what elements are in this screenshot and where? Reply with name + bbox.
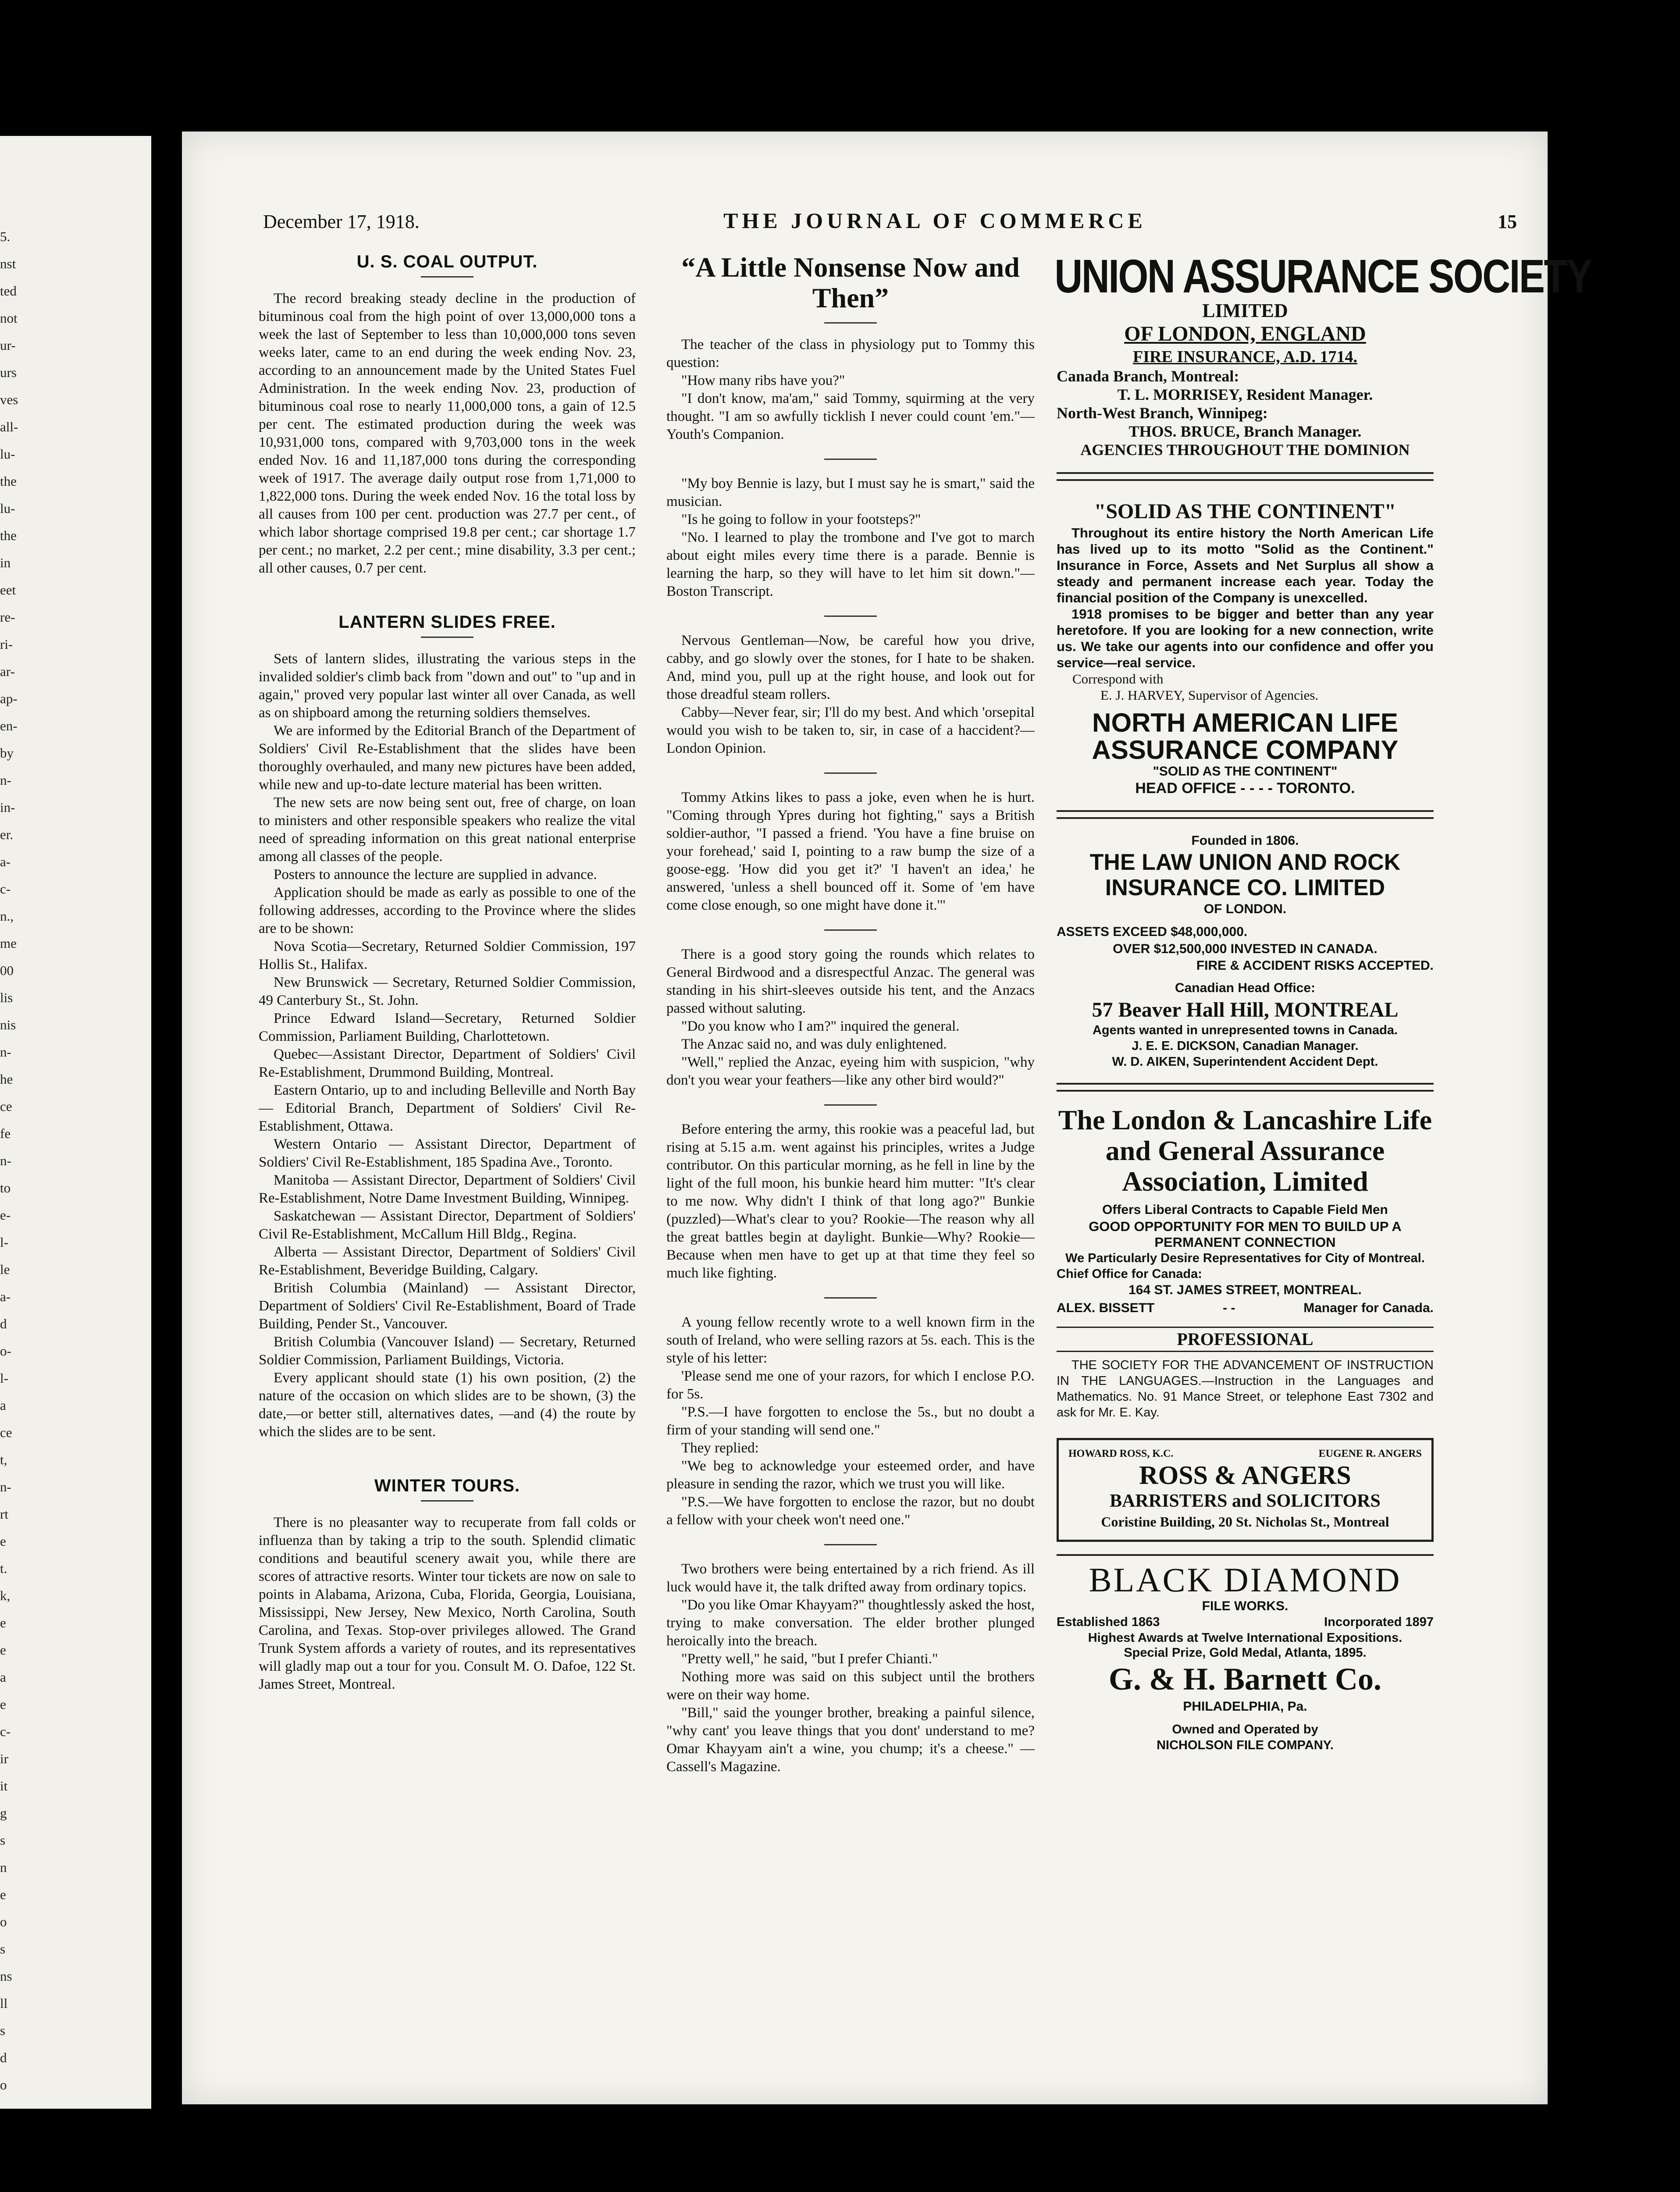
story-paragraph: The teacher of the class in physiology put to Tommy this question: [666, 337, 1035, 370]
adjacent-page-fragment: d [0, 1316, 7, 1331]
article-body [259, 650, 636, 1441]
article-body: The record breaking steady decline in the production of bituminous coal from the high point of over 13,000,000 tons a week the last of September to less than 10,000,000 tons seven weeks later, came to an end during the week ending Nov. 23, according to an announcement made by the United States Fuel Administration. In the week ending Nov. 23, production of bituminous coal rose to nearly 11,000,000 tons, a gain of 12.5 per cent. The estimated production during the week was 10,931,000 tons, compared with 9,703,000 tons in the week ended Nov. 16 and 11,187,000 tons during the corresponding week of 1917. The average daily output rose from 1,71,000 to 1,822,000 tons. During the week ended Nov. 16 the total loss by all causes from 100 per cent. production was 27.7 per cent., of which labor shortage comprised 19.8 per cent.; car shortage 1.7 per cent.; no market, 2.2 per cent.; mine disability, 3.3 per cent.; all other causes, 0.7 per cent. [259, 291, 636, 576]
ad-line: OF LONDON. [1203, 902, 1287, 916]
paragraph: Every applicant should state (1) his own position, (2) the nature of the occasion on which slides are to be shown, (3) the date,—or better still, alternatives dates, —and (4) the route by which the slides are to be sent. [259, 1370, 636, 1440]
ad-line: North-West Branch, Winnipeg: [1057, 404, 1268, 422]
ad-line: Correspond with [1072, 671, 1164, 687]
ad-company-name: UNION ASSURANCE SOCIETY [1054, 249, 1591, 302]
adjacent-page-fragment: lu- [0, 501, 15, 516]
humor-story [666, 1121, 1035, 1282]
paragraph: British Columbia (Vancouver Island) — Secretary, Returned Soldier Commission, Parliament Buildings, Victoria. [259, 1334, 636, 1368]
journal-title: THE JOURNAL OF COMMERCE [723, 208, 1146, 233]
ad-line: AGENCIES THROUGHOUT THE DOMINION [1080, 441, 1410, 459]
story-paragraph: "We beg to acknowledge your esteemed order, and have pleasure in sending the razor, which we trust you will like. [666, 1458, 1035, 1492]
adjacent-page-fragment: a- [0, 1289, 11, 1304]
story-paragraph: "Do you like Omar Khayyam?" thoughtlessly asked the host, trying to make conversation. The elder brother plunged heroically into the breach. [666, 1597, 1035, 1649]
adjacent-page-fragment: fe [0, 1126, 11, 1141]
adjacent-page-fragment: o [0, 1914, 7, 1929]
page-number: 15 [1498, 211, 1517, 232]
ad-line: HOWARD ROSS, K.C. [1068, 1448, 1174, 1459]
adjacent-page-fragment: s [0, 1941, 6, 1957]
adjacent-page-fragment: lis [0, 990, 13, 1005]
adjacent-page-fragment: t. [0, 1561, 7, 1576]
story-paragraph: "Is he going to follow in your footsteps?" [681, 512, 921, 527]
adjacent-page-fragment: c- [0, 881, 11, 897]
paragraph: The new sets are now being sent out, free of charge, on loan to ministers and other responsible speakers who realize the vital need of spreading information on this great national enterprise among all classes of the people. [259, 795, 636, 865]
adjacent-page-fragment: re- [0, 609, 15, 625]
story-separator [824, 1104, 877, 1106]
adjacent-page-fragment: n- [0, 1153, 11, 1168]
ad-body: 1918 promises to be bigger and better than any year heretofore. If you are looking for a new connection, write us. We take our agents into our confidence and offer you service—real service. [1057, 606, 1434, 670]
ad-address: Coristine Building, 20 St. Nicholas St., Montreal [1101, 1514, 1389, 1530]
adjacent-page-fragment: ll [0, 1996, 8, 2011]
ad-company-name: BLACK DIAMOND [1089, 1561, 1402, 1599]
ad-headline: "SOLID AS THE CONTINENT" [1094, 500, 1396, 523]
ad-company-name: G. & H. Barnett Co. [1109, 1662, 1381, 1697]
newspaper-page [182, 132, 1591, 2104]
adjacent-page-fragment: c- [0, 1724, 11, 1739]
issue-date: December 17, 1918. [263, 211, 420, 232]
humor-column-title: “A Little Nonsense Now and Then” [681, 252, 1020, 313]
paragraph: We are informed by the Editorial Branch of the Department of Soldiers' Civil Re-Establishment that the slides have been thoroughly overhauled, and many new pictures have been added, while new and up-to-date lecture material has been written. [259, 723, 636, 793]
story-separator [824, 1544, 877, 1545]
ad-line: T. L. MORRISEY, Resident Manager. [1117, 386, 1373, 403]
story-paragraph: Tommy Atkins likes to pass a joke, even when he is hurt. "Coming through Ypres during hot fighting," says a British soldier-author, "I passed a friend. 'You have a fine bruise on your forehead,' said I, pointing to a raw bump the size of a goose-egg. 'How did you get it?' 'I haven't an idea,' he answered, 'unless a shell bounced off it. Some of 'em have come close enough, so one might have done it.'" [666, 790, 1035, 913]
column-2 [666, 252, 1035, 1776]
adjacent-page-fragment: n [0, 1860, 7, 1875]
ad-line: E. J. HARVEY, Supervisor of Agencies. [1100, 687, 1319, 703]
paragraph: Application should be made as early as possible to one of the following addresses, according to the Province where the slides are to be shown: [259, 885, 636, 936]
adjacent-page-fragment: the [0, 528, 17, 543]
adjacent-page-fragment: a [0, 1398, 6, 1413]
adjacent-page-fragment: to [0, 1180, 11, 1196]
story-paragraph: "Do you know who I am?" inquired the general. [681, 1018, 960, 1034]
humor-story [666, 475, 1035, 601]
story-paragraph: Nothing more was said on this subject until the brothers were on their way home. [666, 1669, 1035, 1703]
adjacent-page-fragment: ap- [0, 691, 18, 706]
article-winter-tours [259, 1476, 636, 1694]
adjacent-page-fragment: n- [0, 772, 11, 788]
story-separator [824, 459, 877, 460]
professional-section [1057, 1327, 1434, 1420]
story-paragraph: "P.S.—We have forgotten to enclose the razor, but no doubt a fellow with your cheek won't need one." [666, 1494, 1035, 1528]
ad-line: Special Prize, Gold Medal, Atlanta, 1895. [1124, 1646, 1367, 1660]
adjacent-page-fragment: ce [0, 1099, 12, 1114]
adjacent-page-fragment: it [0, 1778, 8, 1793]
humor-story [666, 632, 1035, 758]
ad-company-name: The London & Lancashire Life and General Assurance Association, Limited [1058, 1104, 1432, 1197]
ad-separator [1057, 1083, 1434, 1092]
adjacent-page-fragment: eet [0, 582, 16, 598]
adjacent-page-fragment: e- [0, 1207, 11, 1223]
story-paragraph: "Bill," said the younger brother, breaking a painful silence, "why cant' you leave things that you dont' understand to me? Omar Khayyam ain't a wine, you chump; it's a cheese." — Cassell's Magazine. [666, 1705, 1035, 1775]
adjacent-page-strip [0, 136, 151, 2109]
story-paragraph: "Well," replied the Anzac, eyeing him with suspicion, "why don't you wear your feathers—like any other bird would?" [666, 1054, 1035, 1088]
adjacent-page-fragment: rt [0, 1506, 8, 1522]
adjacent-page-fragment: ar- [0, 664, 15, 679]
adjacent-page-fragment: s [0, 2023, 6, 2038]
ad-line: OVER $12,500,000 INVESTED IN CANADA. [1113, 942, 1377, 956]
ad-line: Owned and Operated by [1172, 1722, 1318, 1737]
ad-line: EUGENE R. ANGERS [1318, 1448, 1422, 1459]
adjacent-page-fragment: ves [0, 392, 18, 407]
adjacent-page-fragment: nst [0, 256, 16, 271]
humor-story [666, 336, 1035, 444]
humor-story [666, 1560, 1035, 1776]
paragraph: Quebec—Assistant Director, Department of Soldiers' Civil Re-Establishment, Drummond Building, Montreal. [259, 1046, 636, 1080]
adjacent-page-fragment: in- [0, 800, 15, 815]
adjacent-page-fragment: urs [0, 365, 17, 380]
section-title: PROFESSIONAL [1057, 1327, 1434, 1352]
ad-line: FIRE INSURANCE, A.D. 1714. [1133, 348, 1357, 366]
adjacent-page-fragment: lu- [0, 446, 15, 462]
adjacent-page-fragment: er. [0, 827, 14, 842]
adjacent-page-fragment: l- [0, 1370, 8, 1386]
adjacent-page-fragment: in [0, 555, 11, 570]
story-separator [824, 772, 877, 774]
adjacent-page-fragment: n., [0, 908, 14, 924]
adjacent-page-fragment: le [0, 1262, 10, 1277]
ad-line: Offers Liberal Contracts to Capable Field Men [1102, 1203, 1388, 1217]
story-paragraph: A young fellow recently wrote to a well known firm in the south of Ireland, who were selling razors at 5s. each. This is the style of his letter: [666, 1314, 1035, 1366]
adjacent-page-fragment: a- [0, 854, 11, 869]
story-separator [824, 929, 877, 931]
ad-manager-row [1057, 1299, 1434, 1318]
ad-line: GOOD OPPORTUNITY FOR MEN TO BUILD UP A PERMANENT CONNECTION [1089, 1219, 1402, 1250]
ad-company-name: THE LAW UNION AND ROCK INSURANCE CO. LIMITED [1089, 850, 1401, 900]
ad-law-union-rock [1057, 832, 1434, 1070]
paragraph: Saskatchewan — Assistant Director, Department of Soldiers' Civil Re-Establishment, McCallum Hill Bldg., Regina. [259, 1208, 636, 1242]
ad-line: We Particularly Desire Representatives for City of Montreal. [1065, 1251, 1425, 1265]
adjacent-page-fragment: ce [0, 1425, 12, 1440]
ad-line: FILE WORKS. [1202, 1599, 1288, 1613]
story-paragraph: The Anzac said no, and was duly enlightened. [681, 1036, 947, 1052]
paragraph: New Brunswick — Secretary, Returned Soldier Commission, 49 Canterbury St., St. John. [259, 975, 636, 1008]
adjacent-page-fragment: e [0, 1642, 6, 1658]
adjacent-page-fragment: g [0, 1805, 7, 1821]
ad-address: 57 Beaver Hall Hill, MONTREAL [1092, 998, 1399, 1021]
adjacent-page-fragment: ir [0, 1751, 8, 1766]
adjacent-page-fragment: t, [0, 1452, 7, 1467]
article-title: U. S. COAL OUTPUT. [356, 252, 538, 271]
adjacent-page-fragment: k, [0, 1588, 11, 1603]
ad-line: Manager for Canada. [1303, 1301, 1434, 1315]
ad-company-name: NORTH AMERICAN LIFE ASSURANCE COMPANY [1092, 708, 1399, 765]
ad-line: Chief Office for Canada: [1057, 1267, 1202, 1281]
story-paragraph: Two brothers were being entertained by a rich friend. As ill luck would have it, the talk drifted away from ordinary topics. [666, 1561, 1035, 1595]
ad-line: FIRE & ACCIDENT RISKS ACCEPTED. [1196, 958, 1434, 973]
story-paragraph: 'Please send me one of your razors, for which I enclose P.O. for 5s. [666, 1368, 1035, 1402]
paragraph: Nova Scotia—Secretary, Returned Soldier Commission, 197 Hollis St., Halifax. [259, 939, 636, 972]
adjacent-page-fragment: n- [0, 1044, 11, 1060]
ad-line: W. D. AIKEN, Superintendent Accident Dept. [1112, 1055, 1378, 1069]
adjacent-page-fragment: en- [0, 718, 18, 733]
ad-line: ALEX. BISSETT [1057, 1301, 1155, 1315]
title-rule [421, 637, 473, 638]
adjacent-page-fragment: n- [0, 1479, 11, 1495]
ad-line: Established 1863 [1057, 1615, 1160, 1629]
adjacent-page-fragment: 00 [0, 963, 14, 978]
adjacent-page-fragment: e [0, 1887, 6, 1902]
ad-separator [1057, 810, 1434, 819]
adjacent-page-fragment: o [0, 2077, 7, 2092]
story-paragraph: "No. I learned to play the trombone and I've got to march about eight miles every time there is a parade. Bennie is learning the harp, so they will have to let him sit down."—Boston Transcript. [666, 530, 1035, 599]
ad-ross-angers [1057, 1438, 1434, 1542]
ad-line: 164 ST. JAMES STREET, MONTREAL. [1128, 1283, 1362, 1297]
adjacent-page-fragment: not [0, 310, 18, 326]
ad-line: Founded in 1806. [1191, 833, 1299, 848]
ad-partners-row [1068, 1448, 1422, 1460]
adjacent-page-fragment: ur- [0, 338, 16, 353]
paragraph: Manitoba — Assistant Director, Department of Soldiers' Civil Re-Establishment, Notre Dame Investment Building, Winnipeg. [259, 1172, 636, 1206]
ad-line: J. E. E. DICKSON, Canadian Manager. [1132, 1039, 1359, 1053]
ad-line: Highest Awards at Twelve International Expositions. [1088, 1631, 1402, 1645]
adjacent-page-fragment: ri- [0, 637, 13, 652]
adjacent-page-fragment: the [0, 473, 17, 489]
ad-london-lancashire [1057, 1105, 1434, 1318]
ad-union-assurance [1054, 249, 1591, 459]
title-rule [421, 276, 473, 278]
article-title: LANTERN SLIDES FREE. [338, 612, 556, 632]
adjacent-page-fragment: l- [0, 1235, 8, 1250]
paragraph: Prince Edward Island—Secretary, Returned Soldier Commission, Parliament Building, Charlottetown. [259, 1011, 636, 1044]
adjacent-page-fragment: d [0, 2050, 7, 2065]
story-paragraph: There is a good story going the rounds which relates to General Birdwood and a disrespectful Anzac. The general was standing in his shirt-sleeves outside his tent, and the Anzacs passed without saluting. [666, 947, 1035, 1016]
ad-line: Canadian Head Office: [1175, 981, 1316, 995]
paragraph: Western Ontario — Assistant Director, Department of Soldiers' Civil Re-Establishment, 185 Spadina Ave., Toronto. [259, 1136, 636, 1170]
humor-stories [666, 336, 1035, 1776]
ad-line: Agents wanted in unrepresented towns in Canada. [1092, 1023, 1398, 1037]
humor-story [666, 789, 1035, 915]
ad-dates-row [1057, 1614, 1434, 1630]
adjacent-page-fragment: by [0, 745, 14, 761]
paragraph: Alberta — Assistant Director, Department of Soldiers' Civil Re-Establishment, Beveridge Building, Calgary. [259, 1244, 636, 1278]
story-separator [824, 1297, 877, 1299]
adjacent-page-fragment: e [0, 1615, 6, 1630]
adjacent-page-fragment: e [0, 1534, 6, 1549]
article-title: WINTER TOURS. [374, 1476, 520, 1495]
story-paragraph: "P.S.—I have forgotten to enclose the 5s., but no doubt a firm of your standing will send one." [666, 1404, 1035, 1438]
adjacent-page-fragment: e [0, 1697, 6, 1712]
humor-story [666, 1313, 1035, 1529]
adjacent-page-fragment: he [0, 1071, 13, 1087]
title-rule [824, 322, 877, 324]
ad-line: BARRISTERS and SOLICITORS [1110, 1491, 1381, 1511]
article-lantern-slides [259, 612, 636, 1441]
paragraph: Eastern Ontario, up to and including Belleville and North Bay — Editorial Branch, Department of Soldiers' Civil Re-Establishment, Ottawa. [259, 1082, 636, 1134]
story-paragraph: Cabby—Never fear, sir; I'll do my best. And which 'orsepital would you wish to be taken to, sir, in case of a haccident?—London Opinion. [666, 705, 1035, 756]
ad-separator [1057, 472, 1434, 481]
story-paragraph: They replied: [681, 1440, 759, 1456]
article-coal-output [259, 252, 636, 577]
story-paragraph: Before entering the army, this rookie was a peaceful lad, but rising at 5.15 a.m. went against his principles, writes a Judge contributor. On this particular morning, as he fell in line by the light of the full moon, his bunkie heard him mutter: "It's clear to me now. Why didn't I think of that long ago?" Bunkie (puzzled)—What's clear to you? Rookie—The reason why all the great battles begin at daylight. Bunkie—Why? Rookie—Because when men have to get up at that time they feel so much like fighting. [666, 1121, 1035, 1281]
ad-line: Incorporated 1897 [1324, 1615, 1434, 1629]
story-paragraph: "My boy Bennie is lazy, but I must say he is smart," said the musician. [666, 476, 1035, 509]
ad-line: THOS. BRUCE, Branch Manager. [1128, 423, 1362, 440]
adjacent-page-fragment: o- [0, 1343, 11, 1359]
ad-body: Throughout its entire history the North American Life has lived up to its motto "Solid as the Continent." Insurance in Force, Assets and Net Surplus all show a steady and permanent increase each year. Today the financial position of the Company is unexcelled. [1057, 525, 1434, 605]
story-paragraph: "Pretty well," he said, "but I prefer Chianti." [681, 1651, 938, 1667]
column-1 [259, 252, 636, 1694]
story-paragraph: "I don't know, ma'am," said Tommy, squirming at the very thought. "I am so awfully ticklish I never could count 'em."—Youth's Companion. [666, 391, 1035, 442]
ad-north-american-life [1057, 498, 1434, 797]
title-rule [421, 1500, 473, 1502]
article-body: There is no pleasanter way to recuperate from fall colds or influenza than by taking a trip to the south. Splendid climatic conditions and beautiful scenery await you, while there are scores of attractive resorts. Winter tour tickets are now on sale to points in Alabama, Arizona, Cuba, Florida, Georgia, Louisiana, Mississippi, New Jersey, New Mexico, North Carolina, South Carolina, and Texas. Stop-over privileges allowed. The Grand Trunk System affords a variety of routes, and its representatives will gladly map out a tour for you. Consult M. O. Dafoe, 122 St. James Street, Montreal. [259, 1515, 636, 1692]
ad-line: Canada Branch, Montreal: [1057, 367, 1239, 385]
ad-line: LIMITED [1202, 300, 1288, 321]
ad-line: - - [1223, 1301, 1235, 1315]
adjacent-page-fragment: nis [0, 1017, 16, 1032]
ad-black-diamond [1057, 1554, 1434, 1753]
ad-line: HEAD OFFICE - - - - TORONTO. [1135, 780, 1355, 797]
paragraph: Posters to announce the lecture are supplied in advance. [274, 867, 597, 882]
ad-company-name: ROSS & ANGERS [1139, 1461, 1351, 1490]
story-separator [824, 616, 877, 617]
adjacent-page-fragment: me [0, 936, 17, 951]
column-3-advertisements [1054, 249, 1591, 1753]
adjacent-page-fragment: a [0, 1669, 6, 1685]
adjacent-page-fragment: ns [0, 1968, 12, 1984]
ad-line: PHILADELPHIA, Pa. [1183, 1699, 1307, 1714]
professional-notice: THE SOCIETY FOR THE ADVANCEMENT OF INSTRUCTION IN THE LANGUAGES.—Instruction in the Languages and Mathematics. No. 91 Mance Street, or telephone East 7302 and ask for Mr. E. Kay. [1057, 1358, 1434, 1420]
paragraph: Sets of lantern slides, illustrating the various steps in the invalided soldier's climb back from "down and out" to "up and in again," proved very popular last winter all over Canada, as well as on shipboard among the returning soldiers themselves. [259, 651, 636, 721]
page-header [263, 210, 1517, 237]
adjacent-page-fragment: 5. [0, 229, 11, 244]
ad-line: ASSETS EXCEED $48,000,000. [1057, 925, 1248, 939]
story-paragraph: Nervous Gentleman—Now, be careful how you drive, cabby, and go slowly over the stones, for I hate to be shaken. And, mind you, pull up at the right house, and look out for those dreadful steam rollers. [666, 633, 1035, 702]
paragraph: British Columbia (Mainland) — Assistant Director, Department of Soldiers' Civil Re-Establishment, Board of Trade Building, Pender St., Vancouver. [259, 1280, 636, 1332]
adjacent-page-fragment: all- [0, 419, 18, 434]
story-paragraph: "How many ribs have you?" [681, 373, 845, 388]
ad-line: OF LONDON, ENGLAND [1124, 322, 1366, 345]
ad-line: NICHOLSON FILE COMPANY. [1157, 1738, 1334, 1752]
humor-story [666, 946, 1035, 1089]
ad-line: "SOLID AS THE CONTINENT" [1153, 764, 1338, 779]
adjacent-page-fragment: s [0, 1833, 6, 1848]
adjacent-page-fragment: ted [0, 283, 17, 299]
